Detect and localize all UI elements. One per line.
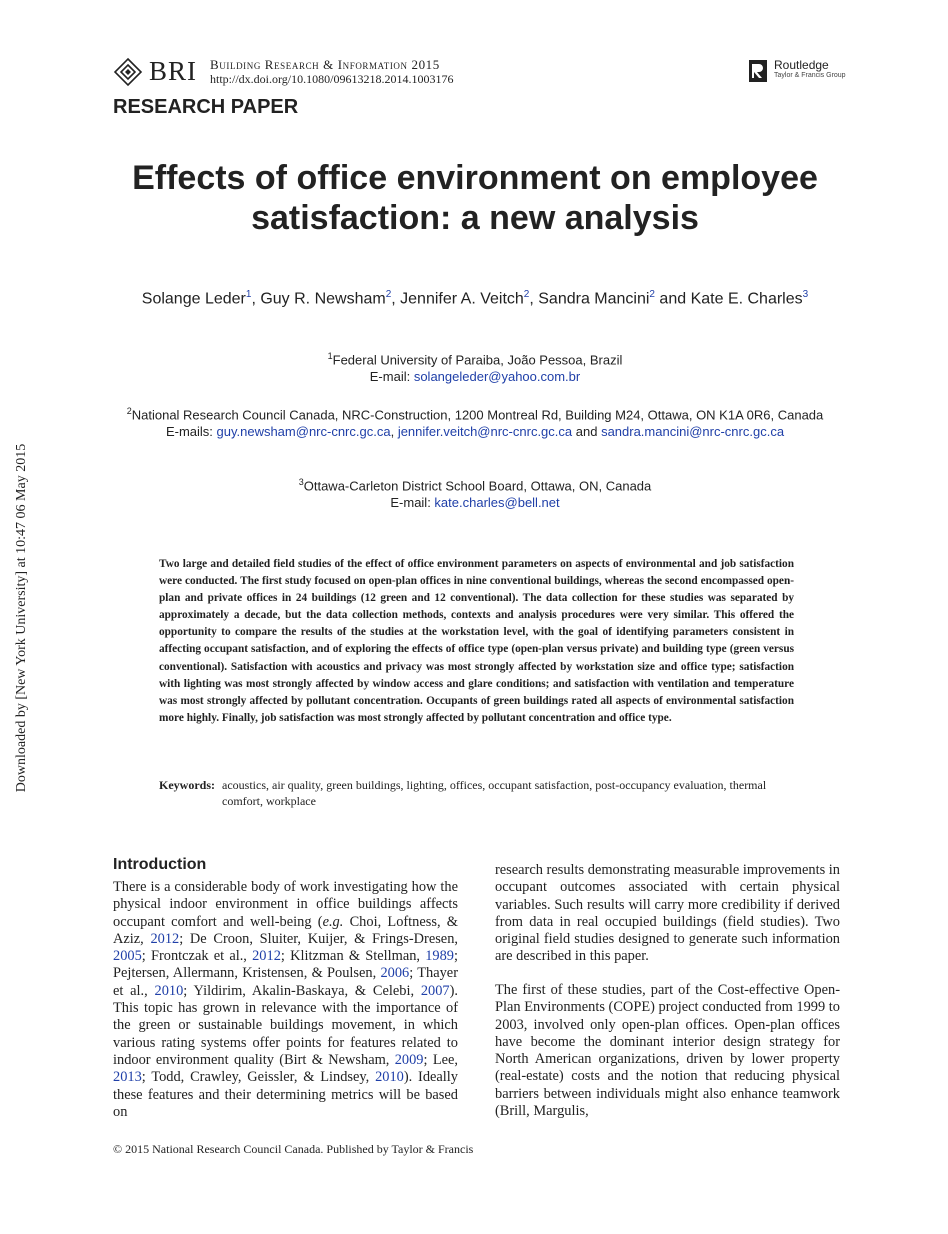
affiliation-number: 2 bbox=[126, 406, 132, 416]
abstract: Two large and detailed field studies of the effect of office environment parameters on aspects of environmental and job satisfaction were conducted. The first study focused on open-plan offices in nine conventional buildings, whereas the second encompassed open-plan and private offices in 24 buildings (12 green and 12 conventional). The data collection for these studies was separated by approximately a decade, but the data collection methods, contexts and analysis procedures were very similar. This offered the opportunity to compare the results of the studies at the workstation level, with the goal of identifying parameters consistent in affecting occupant satisfaction, and of exploring the effects of office type (open-plan versus private) and building type (green versus conventional). Satisfaction with acoustics and privacy was most strongly affected by workstation size and office type; satisfaction with lighting was most strongly affected by window access and glare conditions; and satisfaction with ventilation and temperature was most strongly affected by pollutant concentration. Occupants of green buildings rated all aspects of environmental satisfaction more highly. Finally, job satisfaction was most strongly affected by pollutant concentration and office type. bbox=[159, 558, 794, 724]
body-text: Choi, Loftness, & Aziz, bbox=[113, 913, 458, 947]
author-affil-ref[interactable]: 3 bbox=[802, 289, 809, 300]
keywords-label: Keywords: bbox=[159, 778, 215, 792]
citation-link[interactable]: 2010 bbox=[375, 1069, 404, 1086]
citation-link[interactable]: 2005 bbox=[113, 948, 142, 965]
body-text: ; Frontczak et al., bbox=[141, 948, 253, 965]
logo-text: BRI bbox=[149, 56, 198, 86]
journal-info bbox=[210, 58, 453, 86]
email-label: E-mail: bbox=[369, 369, 414, 385]
author-name: Solange Leder bbox=[141, 290, 246, 308]
citation-link[interactable]: 2012 bbox=[150, 930, 180, 947]
email-sep: and bbox=[572, 424, 602, 440]
journal-logo bbox=[113, 55, 203, 89]
affiliation-number: 1 bbox=[327, 351, 333, 361]
affiliation-3 bbox=[110, 474, 840, 511]
citation-link[interactable]: 2009 bbox=[394, 1051, 424, 1068]
email-label: E-mails: bbox=[165, 424, 217, 440]
body-text: ; Pejtersen, Allermann, Kristensen, & Poulsen, bbox=[113, 948, 458, 982]
citation-link[interactable]: 2007 bbox=[420, 982, 450, 999]
section-heading-introduction: Introduction bbox=[113, 856, 207, 873]
paper-title: Effects of office environment on employee satisfaction: a new analysis bbox=[132, 159, 818, 237]
email-link[interactable]: solangeleder@yahoo.com.br bbox=[413, 369, 581, 385]
body-text: ; Klitzman & Stellman, bbox=[280, 948, 426, 965]
publisher-subtitle: Taylor & Francis Group bbox=[774, 72, 846, 79]
email-label: E-mail: bbox=[390, 495, 435, 511]
author-sep: , bbox=[529, 290, 539, 308]
body-text: ; Thayer et al., bbox=[113, 965, 458, 999]
affiliation-text: Federal University of Paraiba, João Pessoa, Brazil bbox=[332, 352, 623, 368]
download-watermark bbox=[2, 430, 29, 810]
citation-link[interactable]: 1989 bbox=[425, 948, 454, 965]
email-link[interactable]: guy.newsham@nrc-cnrc.gc.ca bbox=[216, 424, 391, 440]
affiliation-1 bbox=[110, 348, 840, 385]
email-sep: , bbox=[390, 424, 398, 440]
body-text: ). Ideally these features and their determining metrics will be based on bbox=[113, 1069, 458, 1120]
email-link[interactable]: kate.charles@bell.net bbox=[434, 495, 560, 511]
body-text: ; Todd, Crawley, Geissler, & Lindsey, bbox=[141, 1069, 376, 1086]
author-list bbox=[90, 289, 860, 308]
bri-logo-icon bbox=[113, 57, 143, 87]
publisher-name: Routledge bbox=[774, 58, 829, 72]
affiliation-2 bbox=[110, 403, 840, 440]
author-affil-ref[interactable]: 2 bbox=[523, 289, 530, 300]
intro-column-left bbox=[113, 879, 458, 1121]
author-sep: , bbox=[391, 290, 401, 308]
affiliation-text: National Research Council Canada, NRC-Construction, 1200 Montreal Rd, Building M24, Ottawa, ON K1A 0R6, Canada bbox=[131, 407, 824, 423]
keywords-text: acoustics, air quality, green buildings, lighting, offices, occupant satisfaction, post-occupancy evaluation, thermal comfort, workplace bbox=[222, 778, 767, 808]
routledge-r-icon bbox=[748, 59, 768, 83]
publisher-logo bbox=[748, 58, 848, 84]
author-name: Sandra Mancini bbox=[538, 290, 650, 308]
body-text: ; De Croon, Sluiter, Kuijer, & Frings-Dresen, bbox=[179, 930, 458, 947]
citation-link[interactable]: 2012 bbox=[252, 948, 281, 965]
affiliation-text: Ottawa-Carleton District School Board, Ottawa, ON, Canada bbox=[303, 478, 652, 494]
author-sep: , bbox=[251, 290, 261, 308]
body-text: ). This topic has grown in relevance with the importance of the green or sustainable buildings movement, in which various rating systems offer points for features related to indoor environment quality (Birt & Newsham, bbox=[113, 982, 458, 1068]
paper-type-label: RESEARCH PAPER bbox=[113, 96, 299, 118]
body-text: ; Lee, bbox=[423, 1051, 458, 1068]
body-text: ; Yildirim, Akalin-Baskaya, & Celebi, bbox=[183, 982, 421, 999]
author-affil-ref[interactable]: 2 bbox=[385, 289, 392, 300]
body-text: There is a considerable body of work investigating how the physical indoor environment in office buildings affects occupant comfort and well-being ( bbox=[113, 879, 458, 930]
citation-link[interactable]: 2013 bbox=[113, 1069, 142, 1086]
intro-column-right-paragraph-2: The first of these studies, part of the Cost-effective Open-Plan Environments (COPE) project conducted from 1999 to 2003, involved only open-plan offices. Open-plan offices have become the dominant interior design strategy for North American organizations, driven by lower property (real-estate) costs and the notion that reducing physical barriers between individuals might also enhance teamwork (Brill, Margulis, bbox=[495, 982, 840, 1120]
author-name: Guy R. Newsham bbox=[260, 290, 386, 308]
author-sep: and bbox=[654, 290, 691, 308]
author-affil-ref[interactable]: 2 bbox=[649, 289, 655, 300]
citation-link[interactable]: 2010 bbox=[154, 982, 184, 999]
author-name: Jennifer A. Veitch bbox=[400, 290, 524, 308]
copyright-footer: © 2015 National Research Council Canada. Published by Taylor & Francis bbox=[113, 1142, 474, 1156]
download-watermark-text: Downloaded by [New York University] at 10:47 06 May 2015 bbox=[14, 443, 29, 793]
journal-name: Building Research & Information 2015 bbox=[210, 57, 440, 72]
citation-link[interactable]: 2006 bbox=[380, 965, 410, 982]
intro-column-right-paragraph-1: research results demonstrating measurable improvements in occupant outcomes associated with certain physical variables. Such results will carry more credibility if derived from data in real occupied buildings (field studies). Two original field studies designed to generate such information are described in this paper. bbox=[495, 862, 840, 965]
author-affil-ref[interactable]: 1 bbox=[245, 289, 252, 300]
author-name: Kate E. Charles bbox=[690, 290, 803, 308]
doi-link[interactable]: http://dx.doi.org/10.1080/09613218.2014.1003176 bbox=[210, 72, 454, 86]
keywords-block bbox=[159, 777, 799, 809]
body-text-italic: e.g. bbox=[322, 913, 344, 930]
email-link[interactable]: jennifer.veitch@nrc-cnrc.gc.ca bbox=[397, 424, 573, 440]
email-link[interactable]: sandra.mancini@nrc-cnrc.gc.ca bbox=[601, 424, 785, 440]
affiliation-number: 3 bbox=[298, 477, 304, 487]
